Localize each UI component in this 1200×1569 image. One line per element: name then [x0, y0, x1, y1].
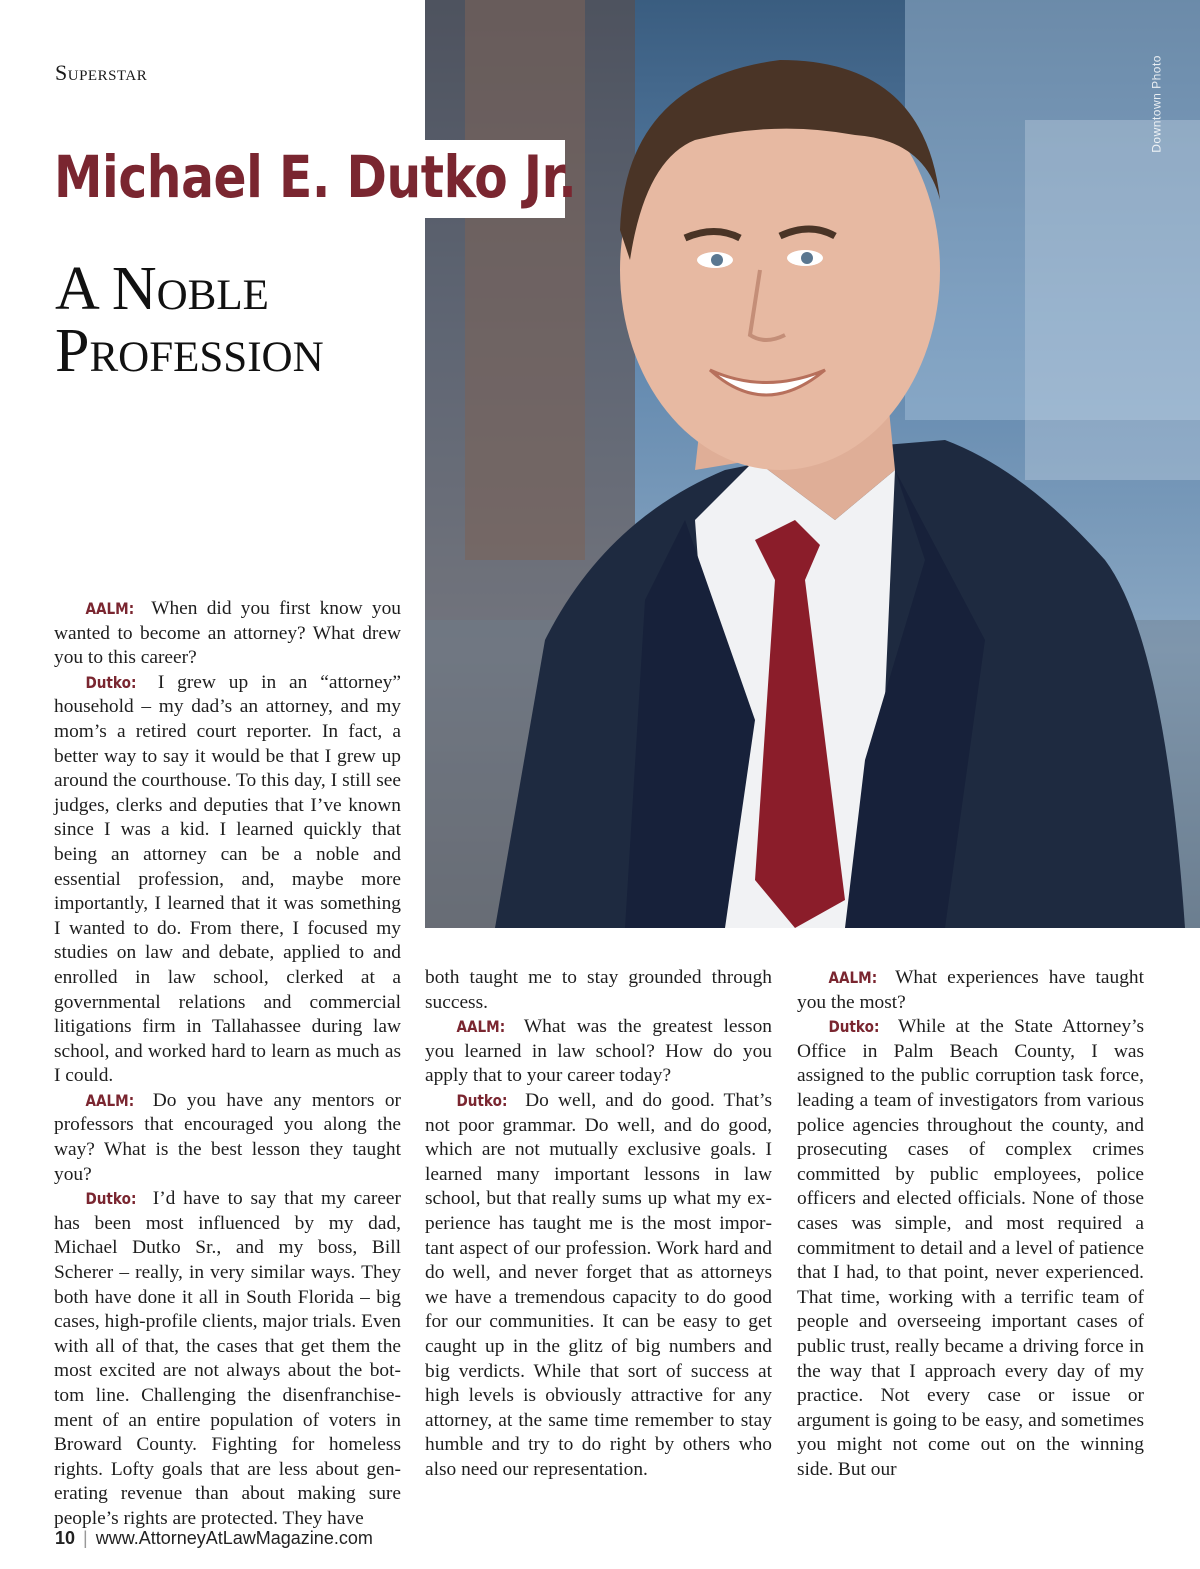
answer-paragraph: Dutko: I grew up in an “attorney” household – my dad’s an attorney, and my mom’s a retired court reporter. In fact, a better way to say it would be that I grew up around the courthouse. To this day, I still see judges, clerks and deputies that I’ve known since I was a kid. I learned quickly that being an attorney can be a noble and essential profession, and, maybe more importantly, I learned that it was something I wanted to do. From there, I focused my studies on law and debate, applied to and enrolled in law school, clerked at a governmental relations and commercial litigations firm in Tallahassee during law school, and worked hard to learn as much as I could.	[54, 671, 401, 1087]
section-label: Superstar	[55, 60, 148, 85]
speaker-aalm: AALM:	[456, 1017, 506, 1037]
speaker-dutko: Dutko:	[85, 672, 137, 692]
article-column-3	[797, 966, 1144, 1482]
page-footer	[55, 1528, 373, 1549]
speaker-aalm: AALM:	[828, 968, 878, 987]
photo-credit: Downtown Photo	[1150, 55, 1164, 153]
page-number: 10	[55, 1528, 76, 1548]
answer-paragraph: Dutko: While at the State Attorney’s Office in Palm Beach County, I was assigned to the public corruption task force, leading a team of investigators from various police agencies throughout the county, and prosecuting cases of complex crimes committed by public employees, police officers and elected officials. None of those cases was simple, and most required a commitment to detail and a level of patience that I had, to that point, never experienced. That time, working with a terrific team of people and overseeing important cases of public trust, really became a driving force in the way that I approach every day of my practice. Not every case or issue or argument is going to be easy, and sometimes you might not come out on the winning side. But our	[797, 1016, 1145, 1480]
question-paragraph: AALM: What experiences have taught you the most?	[797, 967, 1144, 1013]
answer-paragraph: Dutko: I’d have to say that my career has been most influenced by my dad, Michael Dutko Sr., and my boss, Bill Scherer – really, in very similar ways. They both have done it all in South Florida – big cases, high-profile clients, major trials. Even with all of that, the cases that get them the most excited are not always about the bottom line. Challenging the disenfranchisement of an entire population of voters in Broward County. Fighting for homeless rights. Lofty goals that are less about generating revenue than about making sure people’s rights are protected. They have	[54, 1188, 401, 1529]
speaker-dutko: Dutko:	[85, 1189, 137, 1209]
question-paragraph: AALM: What was the greatest lesson you learned in law school? How do you apply that to your career today?	[425, 1016, 772, 1087]
footer-separator: |	[83, 1528, 88, 1548]
speaker-dutko: Dutko:	[456, 1090, 508, 1110]
speaker-aalm: AALM:	[85, 1090, 135, 1110]
speaker-dutko: Dutko:	[828, 1017, 880, 1037]
article-column-1	[54, 597, 401, 1532]
article-headline: A Noble Profession	[55, 255, 324, 385]
speaker-aalm: AALM:	[85, 599, 135, 618]
article-column-2	[425, 966, 772, 1482]
article-name: Michael E. Dutko Jr.	[54, 143, 577, 211]
magazine-url[interactable]: www.AttorneyAtLawMagazine.com	[95, 1528, 373, 1548]
continued-paragraph: both taught me to stay grounded through success.	[425, 967, 772, 1013]
question-paragraph: AALM: When did you first know you wanted to become an attorney? What drew you to this career?	[54, 598, 402, 669]
question-paragraph: AALM: Do you have any mentors or professors that encouraged you along the way? What is the best lesson they taught you?	[54, 1089, 401, 1185]
answer-paragraph: Dutko: Do well, and do good. That’s not poor grammar. Do well, and do good, which are not mutually exclusive goals. I learned many important lessons in law school, but that really sums up what my experience has taught me is the most important aspect of our profession. Work hard and do well, and never forget that as attorneys we have a tremendous capacity to do good for our communities. It can be easy to get caught up in the glitz of big numbers and big verdicts. While that sort of success at high levels is obviously attractive for any attorney, at the same time remember to stay humble and try to do right by others who also need our representation.	[425, 1089, 772, 1480]
